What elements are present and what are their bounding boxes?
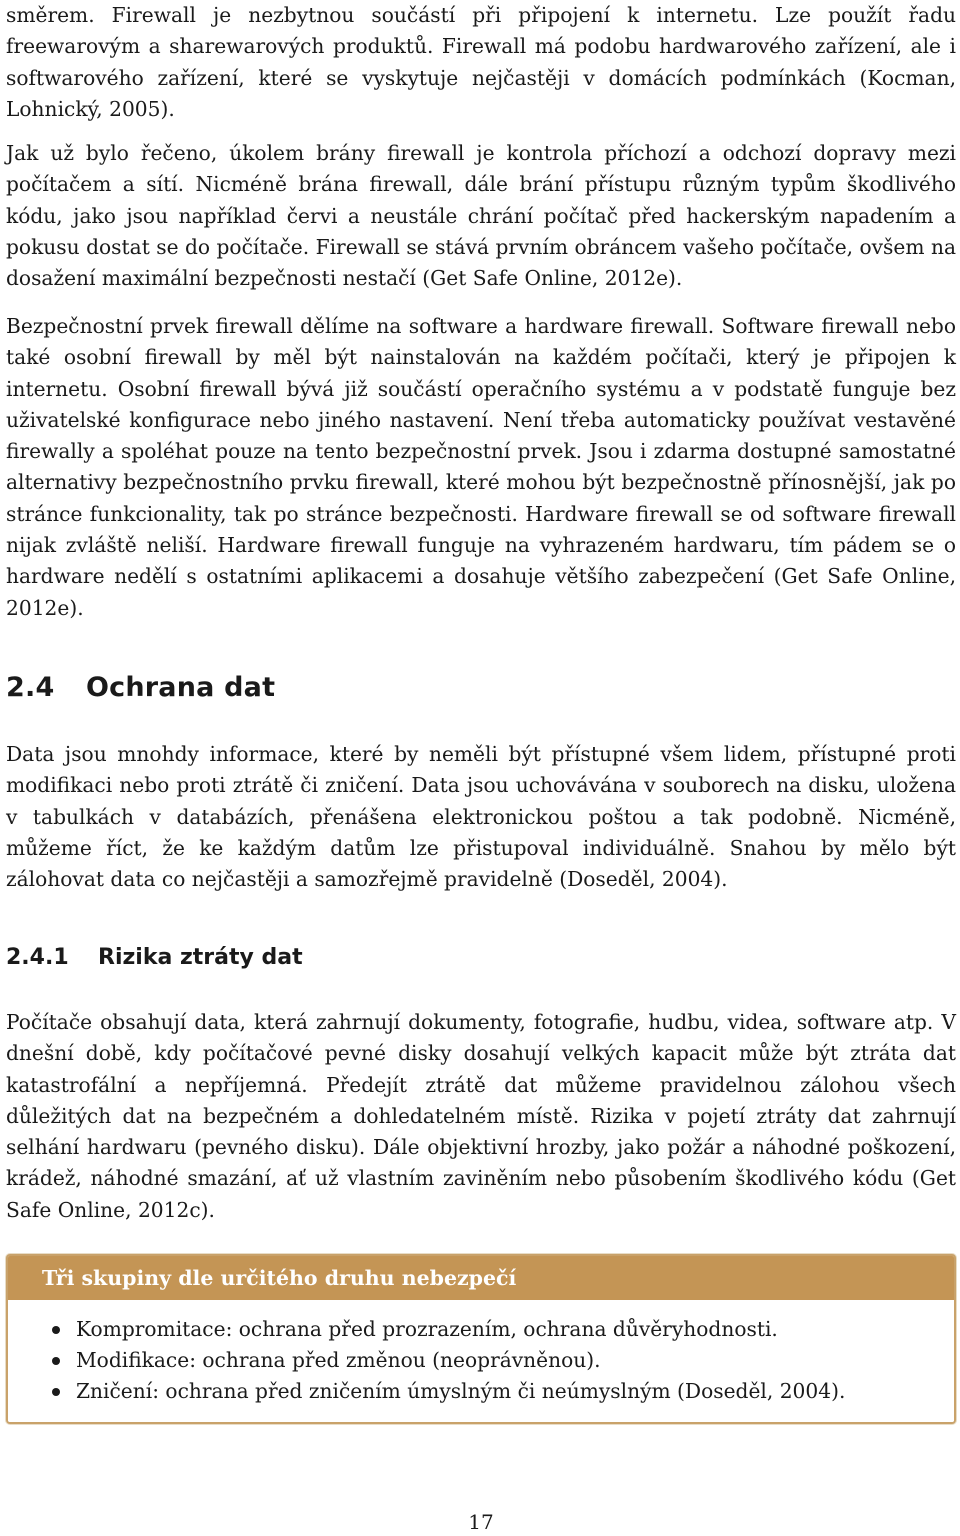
info-box-body [8, 1300, 954, 1424]
list-item [52, 1345, 954, 1376]
bullet-icon [52, 1326, 60, 1334]
subsection-heading [6, 940, 303, 976]
section-heading [6, 668, 275, 708]
list-item-text: Kompromitace: ochrana před prozrazením, ochrana důvěryhodnosti. [76, 1317, 778, 1341]
subsection-number: 2.4.1 [6, 945, 69, 970]
list-item-text: Zničení: ochrana před zničením úmyslným či neúmyslným (Doseděl, 2004). [76, 1379, 846, 1403]
bullet-icon [52, 1388, 60, 1396]
paragraph-firewall-purpose: Jak už bylo řečeno, úkolem brány firewall je kontrola příchozí a odchozí dopravy mezi počítačem a sítí. Nicméně brána firewall, dále brání přístupu různým typům škodlivého kódu, jako jsou například červi a neustále chrání počítač před hackerským napadením a pokusu dostat se do počítače. Firewall se stává prvním obráncem vašeho počítače, ovšem na dosažení maximální bezpečnosti nestačí (Get Safe Online, 2012e). [6, 141, 956, 291]
section-title: Ochrana dat [86, 672, 276, 703]
paragraph-data-loss-risks: Počítače obsahují data, která zahrnují dokumenty, fotografie, hudbu, videa, software atp. V dnešní době, kdy počítačové pevné disky dosahují velkých kapacit může být ztráta dat katastrofální a nepříjemná. Předejít ztrátě dat můžeme pravidelnou zálohou všech důležitých dat na bezpečném a dohledatelném místě. Rizika v pojetí ztráty dat zahrnují selhání hardwaru (pevného disku). Dále objektivní hrozby, jako požár a náhodné poškození, krádež, náhodné smazání, ať už vlastním zaviněním nebo působením škodlivého kódu (Get Safe Online, 2012c). [6, 1010, 956, 1222]
paragraph-data-protection: Data jsou mnohdy informace, které by neměli být přístupné všem lidem, přístupné proti modifikaci nebo proti ztrátě či zničení. Data jsou uchovávána v souborech na disku, uložena v tabulkách v databázích, přenášena elektronickou poštou a tak podobně. Nicméně, můžeme říct, že ke každým datům lze přistupoval individuálně. Snahou by mělo být zálohovat data co nejčastěji a samozřejmě pravidelně (Doseděl, 2004). [6, 742, 956, 892]
section-number: 2.4 [6, 672, 55, 703]
info-box-list [8, 1314, 954, 1407]
paragraph-intro: směrem. Firewall je nezbytnou součástí při připojení k internetu. Lze použít řadu freewarovým a sharewarových produktů. Firewall má podobu hardwarového zařízení, ale i softwarového zařízení, které se vyskytuje nejčastěji v domácích podmínkách (Kocman, Lohnický, 2005). [6, 3, 956, 121]
page-number: 17 [468, 1510, 494, 1534]
list-item-text: Modifikace: ochrana před změnou (neoprávněnou). [76, 1348, 601, 1372]
paragraph-firewall-types: Bezpečnostní prvek firewall dělíme na software a hardware firewall. Software firewall nebo také osobní firewall by měl být nainstalován na každém počítači, který je připojen k internetu. Osobní firewall bývá již součástí operačního systému a v podstatě funguje bez uživatelské konfigurace nebo jiného nastavení. Není třeba automaticky používat vestavěné firewally a spoléhat pouze na tento bezpečnostní prvek. Jsou i zdarma dostupné samostatné alternativy bezpečnostního prvku firewall, které mohou být bezpečnostně přínosnější, jak po stránce funkcionality, tak po stránce bezpečnosti. Hardware firewall se od software firewall nijak zvláště neliší. Hardware firewall funguje na vyhrazeném hardwaru, tím pádem se o hardware nedělí s ostatními aplikacemi a dosahuje většího zabezpečení (Get Safe Online, 2012e). [6, 314, 956, 620]
list-item [52, 1376, 954, 1407]
bullet-icon [52, 1357, 60, 1365]
subsection-title: Rizika ztráty dat [98, 945, 303, 970]
list-item [52, 1314, 954, 1345]
info-box [6, 1254, 956, 1424]
info-box-title: Tři skupiny dle určitého druhu nebezpečí [8, 1256, 954, 1300]
